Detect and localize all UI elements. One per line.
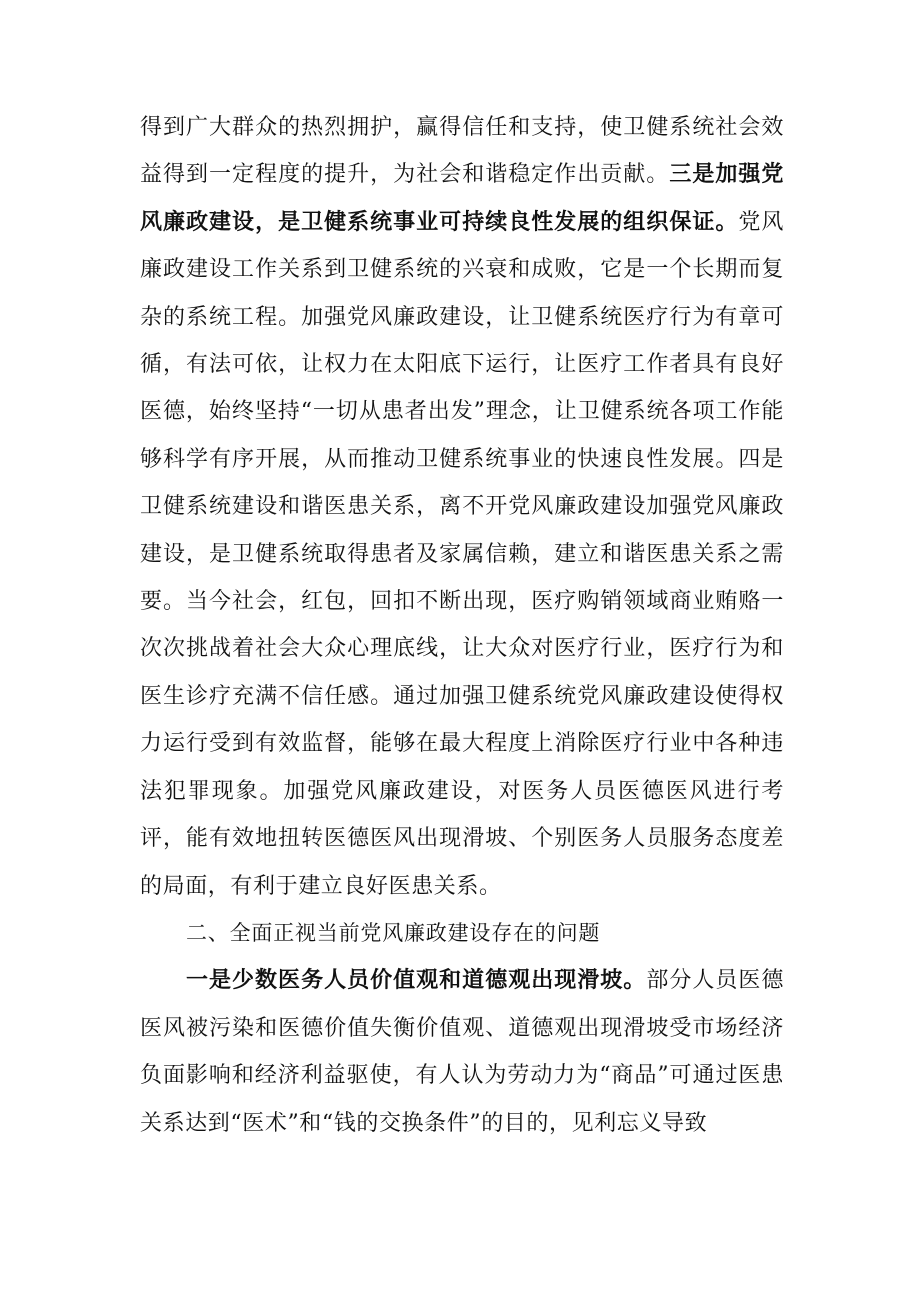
paragraph-1 xyxy=(140,104,784,910)
paragraph-1-bold-point: 三是加强党风廉政建设，是卫健系统事业可持续良性发展的组织保证。 xyxy=(140,161,784,235)
paragraph-2 xyxy=(140,957,784,1147)
paragraph-1-lead: 得到广大群众的热烈拥护，赢得信任和支持，使卫健系统社会效益得到一定程度的提升，为社会和谐稳定作出贡献。 xyxy=(140,115,784,188)
paragraph-1-body: 党风廉政建设工作关系到卫健系统的兴衰和成败，它是一个长期而复杂的系统工程。加强党风廉政建设，让卫健系统医疗行为有章可循，有法可依，让权力在太阳底下运行，让医疗工作者具有良好医德，始终坚持“一切从患者出发”理念，让卫健系统各项工作能够科学有序开展，从而推动卫健系统事业的快速良性发展。四是卫健系统建设和谐医患关系，离不开党风廉政建设加强党风廉政建设，是卫健系统取得患者及家属信赖，建立和谐医患关系之需要。当今社会，红包，回扣不断出现，医疗购销领域商业贿赂一次次挑战着社会大众心理底线，让大众对医疗行业，医疗行为和医生诊疗充满不信任感。通过加强卫健系统党风廉政建设使得权力运行受到有效监督，能够在最大程度上消除医疗行业中各种违法犯罪现象。加强党风廉政建设，对医务人员医德医风进行考评，能有效地扭转医德医风出现滑坡、个别医务人员服务态度差的局面，有利于建立良好医患关系。 xyxy=(140,209,784,899)
document-body xyxy=(140,104,784,1147)
section-heading: 二、全面正视当前党风廉政建设存在的问题 xyxy=(186,920,601,945)
paragraph-2-bold-point: 一是少数医务人员价值观和道德观出现滑坡。 xyxy=(186,967,647,994)
paragraph-2-body: 部分人员医德医风被污染和医德价值失衡价值观、道德观出现滑坡受市场经济负面影响和经济利益驱使，有人认为劳动力为“商品”可通过医患关系达到“医术”和“钱的交换条件”的目的，见利忘义导致 xyxy=(140,968,784,1136)
